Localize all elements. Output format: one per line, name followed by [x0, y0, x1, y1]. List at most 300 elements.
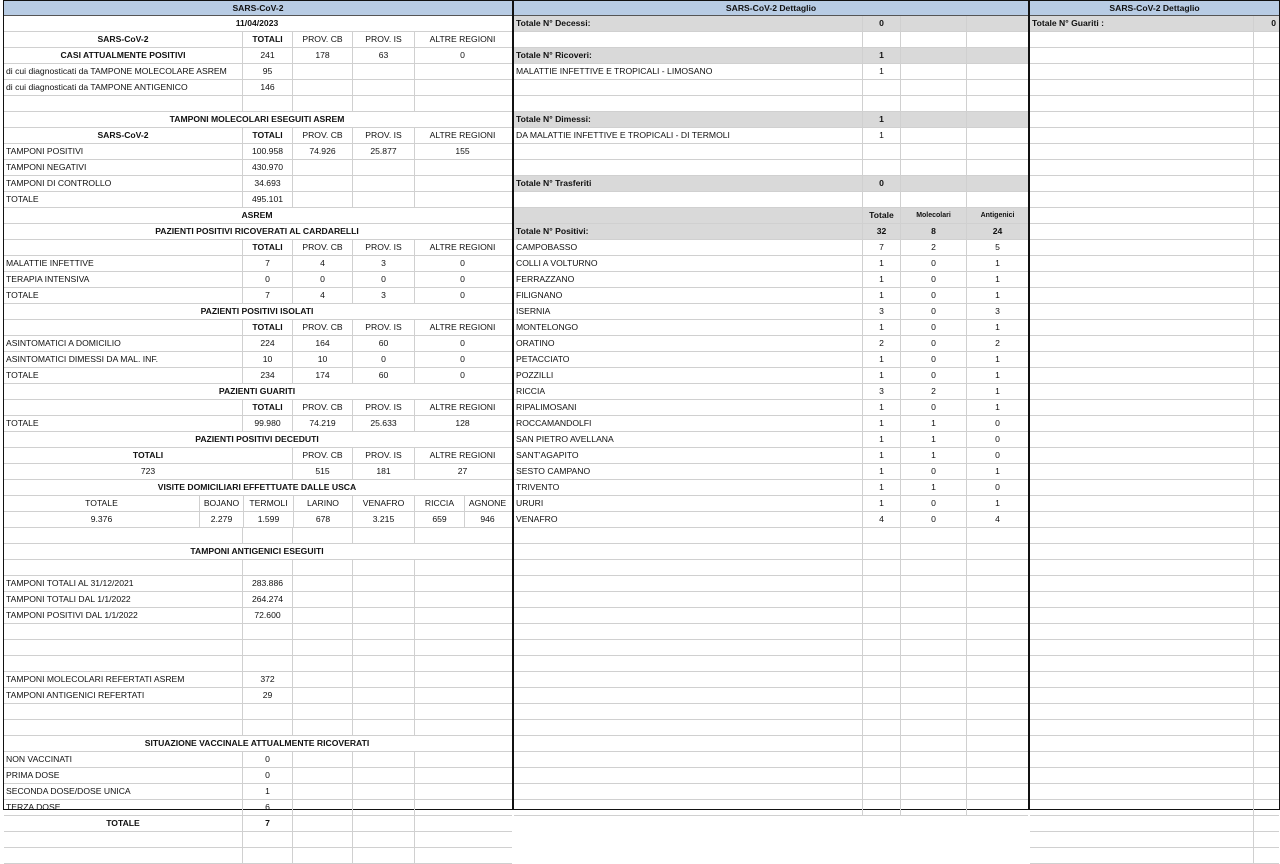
table-cell [293, 672, 353, 687]
table-cell [1254, 224, 1278, 239]
table-cell [901, 16, 967, 31]
table-row [514, 480, 1028, 496]
table-cell: MALATTIE INFETTIVE E TROPICALI - LIMOSANO [514, 64, 863, 79]
table-cell [415, 160, 510, 175]
table-cell: 99.980 [243, 416, 293, 431]
table-cell [415, 704, 510, 719]
table-cell [1254, 368, 1278, 383]
table-cell: 164 [293, 336, 353, 351]
table-cell: TAMPONI MOLECOLARI REFERTATI ASREM [4, 672, 243, 687]
table-cell: SARS-CoV-2 [4, 32, 243, 47]
table-cell [4, 848, 243, 863]
table-row [4, 160, 512, 176]
table-cell: FERRAZZANO [514, 272, 863, 287]
table-cell: SARS-CoV-2 [4, 128, 243, 143]
table-cell: 32 [863, 224, 901, 239]
table-cell [1030, 48, 1254, 63]
table-cell [243, 720, 293, 735]
table-cell [967, 176, 1028, 191]
section-title: PAZIENTI POSITIVI DECEDUTI [195, 434, 319, 444]
table-cell: di cui diagnosticati da TAMPONE ANTIGENICO [4, 80, 243, 95]
table-row [1030, 752, 1279, 768]
table-cell [1030, 608, 1254, 623]
table-cell [415, 80, 510, 95]
table-cell: TOTALE [4, 816, 243, 831]
table-row [514, 320, 1028, 336]
table-cell [415, 688, 510, 703]
table-cell: 2 [863, 336, 901, 351]
table-cell: 60 [353, 368, 415, 383]
table-cell [243, 624, 293, 639]
table-cell: ORATINO [514, 336, 863, 351]
table-cell: 60 [353, 336, 415, 351]
table-cell [4, 560, 243, 575]
table-cell: 0 [293, 272, 353, 287]
table-cell [514, 656, 863, 671]
table-cell [514, 704, 863, 719]
table-cell [967, 128, 1028, 143]
table-cell [901, 704, 967, 719]
table-cell [863, 784, 901, 799]
table-cell [1254, 624, 1278, 639]
table-cell [293, 720, 353, 735]
table-row [4, 752, 512, 768]
table-cell [1030, 112, 1254, 127]
table-cell: TOTALI [4, 448, 293, 463]
table-row [1030, 336, 1279, 352]
table-cell [353, 832, 415, 847]
table-cell: ALTRE REGIONI [429, 402, 496, 412]
table-row [514, 128, 1028, 144]
table-cell [514, 96, 863, 111]
table-cell [863, 736, 901, 751]
table-row [4, 176, 512, 192]
section-title: SITUAZIONE VACCINALE ATTUALMENTE RICOVERATI [144, 738, 370, 748]
table-cell: 1.599 [244, 512, 294, 527]
table-row [1030, 816, 1279, 832]
table-cell: 1 [901, 432, 967, 447]
table-cell: TOTALI [243, 32, 293, 47]
table-cell [967, 704, 1028, 719]
table-cell [293, 624, 353, 639]
table-cell: 1 [863, 352, 901, 367]
table-row [1030, 464, 1279, 480]
table-cell [863, 768, 901, 783]
table-cell [514, 720, 863, 735]
table-row [4, 736, 512, 752]
table-cell: SANT'AGAPITO [514, 448, 863, 463]
table-cell [1254, 816, 1278, 831]
table-cell [1254, 288, 1278, 303]
table-cell [1030, 512, 1254, 527]
table-row [514, 288, 1028, 304]
table-cell: PROV. CB [293, 32, 353, 47]
table-cell: 8 [901, 224, 967, 239]
table-cell [293, 800, 353, 815]
table-cell [353, 160, 415, 175]
table-cell [1030, 704, 1254, 719]
table-cell [1254, 800, 1278, 815]
table-cell [1030, 816, 1254, 831]
table-cell [863, 752, 901, 767]
table-cell: 2 [901, 240, 967, 255]
table-row [1030, 800, 1279, 816]
table-cell: RIPALIMOSANI [514, 400, 863, 415]
table-cell: 0 [901, 512, 967, 527]
table-cell [415, 816, 510, 831]
table-cell: 1 [863, 320, 901, 335]
table-row [4, 720, 512, 736]
table-row [1030, 32, 1279, 48]
table-cell [901, 752, 967, 767]
table-row [514, 608, 1028, 624]
table-cell: TOTALE [4, 288, 243, 303]
table-cell [4, 720, 243, 735]
table-row [4, 96, 512, 112]
table-cell [901, 608, 967, 623]
table-cell [967, 64, 1028, 79]
section-title: PAZIENTI GUARITI [218, 386, 296, 396]
table-cell [1030, 368, 1254, 383]
table-row [1030, 368, 1279, 384]
table-row [1030, 48, 1279, 64]
table-cell [293, 768, 353, 783]
table-cell: Antigenici [980, 212, 1015, 219]
table-cell: 0 [863, 176, 901, 191]
table-cell [967, 144, 1028, 159]
table-cell [1254, 240, 1278, 255]
table-cell [863, 656, 901, 671]
table-cell: 1 [995, 290, 1000, 300]
table-cell: 0 [460, 370, 465, 380]
table-cell [1030, 416, 1254, 431]
table-cell: MONTELONGO [514, 320, 863, 335]
table-cell [1030, 336, 1254, 351]
table-cell [353, 752, 415, 767]
table-cell: 7 [243, 256, 293, 271]
table-cell [1254, 432, 1278, 447]
table-cell [863, 688, 901, 703]
table-cell: 7 [243, 816, 293, 831]
table-cell [1030, 672, 1254, 687]
table-cell [1030, 752, 1254, 767]
table-cell: 430.970 [243, 160, 293, 175]
table-cell: PRIMA DOSE [4, 768, 243, 783]
table-cell [1030, 384, 1254, 399]
table-cell [353, 640, 415, 655]
table-cell: TAMPONI ANTIGENICI REFERTATI [4, 688, 243, 703]
table-cell [514, 560, 863, 575]
table-row [514, 256, 1028, 272]
table-cell [863, 720, 901, 735]
table-cell: 0 [460, 354, 465, 364]
table-row [1030, 400, 1279, 416]
table-cell [353, 560, 415, 575]
table-cell: Totale N° Trasferiti [514, 176, 863, 191]
table-cell [415, 576, 510, 591]
table-cell [415, 784, 510, 799]
table-cell [1030, 576, 1254, 591]
table-cell [901, 112, 967, 127]
table-cell: AGNONE [468, 498, 507, 508]
table-row [4, 576, 512, 592]
table-cell [514, 544, 863, 559]
table-cell [4, 240, 243, 255]
table-cell [415, 608, 510, 623]
table-cell [353, 720, 415, 735]
table-cell [1030, 768, 1254, 783]
table-cell [901, 96, 967, 111]
table-row [514, 32, 1028, 48]
table-cell [415, 96, 510, 111]
table-row [1030, 192, 1279, 208]
table-cell: 34.693 [243, 176, 293, 191]
table-cell: SESTO CAMPANO [514, 464, 863, 479]
table-cell [967, 528, 1028, 543]
table-cell [293, 704, 353, 719]
table-cell: 1 [995, 386, 1000, 396]
table-cell: ROCCAMANDOLFI [514, 416, 863, 431]
table-cell: 181 [353, 464, 415, 479]
table-cell: PROV. CB [293, 128, 353, 143]
table-cell: 1 [863, 416, 901, 431]
table-cell [415, 64, 510, 79]
table-cell: TOTALI [243, 128, 293, 143]
table-cell: 9.376 [4, 512, 200, 527]
table-cell [1254, 128, 1278, 143]
table-row [514, 400, 1028, 416]
table-cell [1254, 416, 1278, 431]
table-row [4, 672, 512, 688]
table-cell: 0 [901, 304, 967, 319]
table-cell: 3 [863, 304, 901, 319]
table-row [514, 224, 1028, 240]
table-row [4, 320, 512, 336]
table-cell: 0 [901, 272, 967, 287]
table-cell [901, 144, 967, 159]
table-cell [1254, 720, 1278, 735]
table-cell: TOTALE [4, 368, 243, 383]
section-title: VISITE DOMICILIARI EFFETTUATE DALLE USCA [157, 482, 357, 492]
table-row [514, 736, 1028, 752]
table-cell [1030, 624, 1254, 639]
table-cell [901, 800, 967, 815]
table-row [4, 256, 512, 272]
table-cell [415, 528, 510, 543]
table-cell [901, 192, 967, 207]
table-cell: 0 [995, 482, 1000, 492]
table-cell [901, 656, 967, 671]
table-cell [1254, 672, 1278, 687]
table-row [1030, 320, 1279, 336]
table-cell [1030, 64, 1254, 79]
table-row [1030, 512, 1279, 528]
table-cell [415, 768, 510, 783]
table-cell: 1 [863, 272, 901, 287]
table-cell: 178 [293, 48, 353, 63]
table-row [1030, 608, 1279, 624]
table-cell [901, 720, 967, 735]
table-row [514, 640, 1028, 656]
table-row [514, 48, 1028, 64]
table-cell [353, 704, 415, 719]
table-cell [901, 688, 967, 703]
table-cell: 4 [293, 288, 353, 303]
table-cell: PROV. CB [293, 400, 353, 415]
table-cell: FILIGNANO [514, 288, 863, 303]
table-cell [967, 784, 1028, 799]
table-cell [1254, 736, 1278, 751]
table-cell [967, 80, 1028, 95]
table-cell [243, 656, 293, 671]
table-cell: 1 [863, 256, 901, 271]
table-row [514, 64, 1028, 80]
table-cell [243, 832, 293, 847]
table-cell: 1 [863, 496, 901, 511]
table-row [4, 288, 512, 304]
table-cell: 0 [243, 768, 293, 783]
table-row [4, 224, 512, 240]
table-cell [514, 736, 863, 751]
table-row [514, 304, 1028, 320]
table-cell [293, 752, 353, 767]
table-cell [863, 704, 901, 719]
table-cell: 0 [901, 320, 967, 335]
table-row [514, 368, 1028, 384]
table-cell [967, 736, 1028, 751]
table-cell: 7 [243, 288, 293, 303]
table-cell [863, 800, 901, 815]
table-cell: 1 [863, 128, 901, 143]
table-cell: Totale N° Guariti : [1030, 16, 1254, 31]
table-row [514, 704, 1028, 720]
table-cell [353, 528, 415, 543]
table-cell [1254, 512, 1278, 527]
table-cell: 0 [901, 256, 967, 271]
table-row [514, 800, 1028, 816]
table-cell: 1 [995, 466, 1000, 476]
table-cell [901, 768, 967, 783]
table-cell [415, 832, 510, 847]
table-row [514, 752, 1028, 768]
table-row [1030, 496, 1279, 512]
table-cell [415, 592, 510, 607]
table-row [514, 112, 1028, 128]
table-cell [1254, 848, 1278, 863]
table-row [4, 848, 512, 864]
table-row [1030, 352, 1279, 368]
table-cell [415, 848, 510, 863]
table-row [4, 112, 512, 128]
table-cell [293, 576, 353, 591]
table-cell [967, 48, 1028, 63]
section-title: PAZIENTI POSITIVI RICOVERATI AL CARDARELLI [155, 226, 359, 236]
table-cell: 1 [995, 322, 1000, 332]
table-cell: VENAFRO [514, 512, 863, 527]
table-cell [1030, 176, 1254, 191]
table-cell [293, 560, 353, 575]
table-row [514, 672, 1028, 688]
table-cell [1030, 144, 1254, 159]
table-row [514, 560, 1028, 576]
table-cell: 1 [863, 400, 901, 415]
table-row [4, 832, 512, 848]
table-row [1030, 624, 1279, 640]
table-cell: ALTRE REGIONI [429, 130, 496, 140]
table-cell [1030, 320, 1254, 335]
table-cell [415, 624, 510, 639]
table-cell: 5 [995, 242, 1000, 252]
table-cell: 946 [480, 514, 495, 524]
table-cell [243, 528, 293, 543]
table-cell [1030, 256, 1254, 271]
table-cell: TAMPONI POSITIVI DAL 1/1/2022 [4, 608, 243, 623]
table-cell [863, 160, 901, 175]
table-row [514, 240, 1028, 256]
table-row [4, 32, 512, 48]
table-cell [1254, 320, 1278, 335]
table-cell [1254, 336, 1278, 351]
table-row [4, 432, 512, 448]
table-cell: 1 [901, 448, 967, 463]
table-cell [1030, 272, 1254, 287]
table-cell: ASINTOMATICI DIMESSI DA MAL. INF. [4, 352, 243, 367]
table-cell [514, 192, 863, 207]
table-cell: 3 [353, 256, 415, 271]
table-cell: Totale [863, 208, 901, 223]
table-cell [967, 560, 1028, 575]
table-row [514, 768, 1028, 784]
table-cell: 10 [293, 352, 353, 367]
table-row [1030, 736, 1279, 752]
table-row [514, 192, 1028, 208]
table-cell: TAMPONI NEGATIVI [4, 160, 243, 175]
table-cell [1030, 128, 1254, 143]
table-row [4, 272, 512, 288]
table-cell [1254, 464, 1278, 479]
table-row [1030, 272, 1279, 288]
table-row [4, 64, 512, 80]
table-cell: 74.219 [293, 416, 353, 431]
table-cell: 0 [901, 352, 967, 367]
table-cell [243, 560, 293, 575]
table-cell [514, 800, 863, 815]
table-cell: TOTALE [4, 416, 243, 431]
table-row [4, 240, 512, 256]
table-cell [967, 720, 1028, 735]
table-cell: TOTALI [243, 240, 293, 255]
table-cell [353, 656, 415, 671]
table-cell [415, 560, 510, 575]
table-cell [967, 160, 1028, 175]
section-title: ASREM [241, 210, 273, 220]
table-cell [1254, 832, 1278, 847]
table-cell [1254, 576, 1278, 591]
table-row [1030, 64, 1279, 80]
table-cell [863, 528, 901, 543]
table-cell: 1 [995, 258, 1000, 268]
table-cell [1254, 32, 1278, 47]
table-cell: 515 [293, 464, 353, 479]
table-row [1030, 240, 1279, 256]
table-cell [293, 608, 353, 623]
table-cell [1254, 400, 1278, 415]
table-cell: 224 [243, 336, 293, 351]
table-cell [1254, 608, 1278, 623]
table-cell: TOTALI [243, 320, 293, 335]
table-cell: CASI ATTUALMENTE POSITIVI [4, 48, 243, 63]
table-cell: 0 [1271, 18, 1276, 28]
